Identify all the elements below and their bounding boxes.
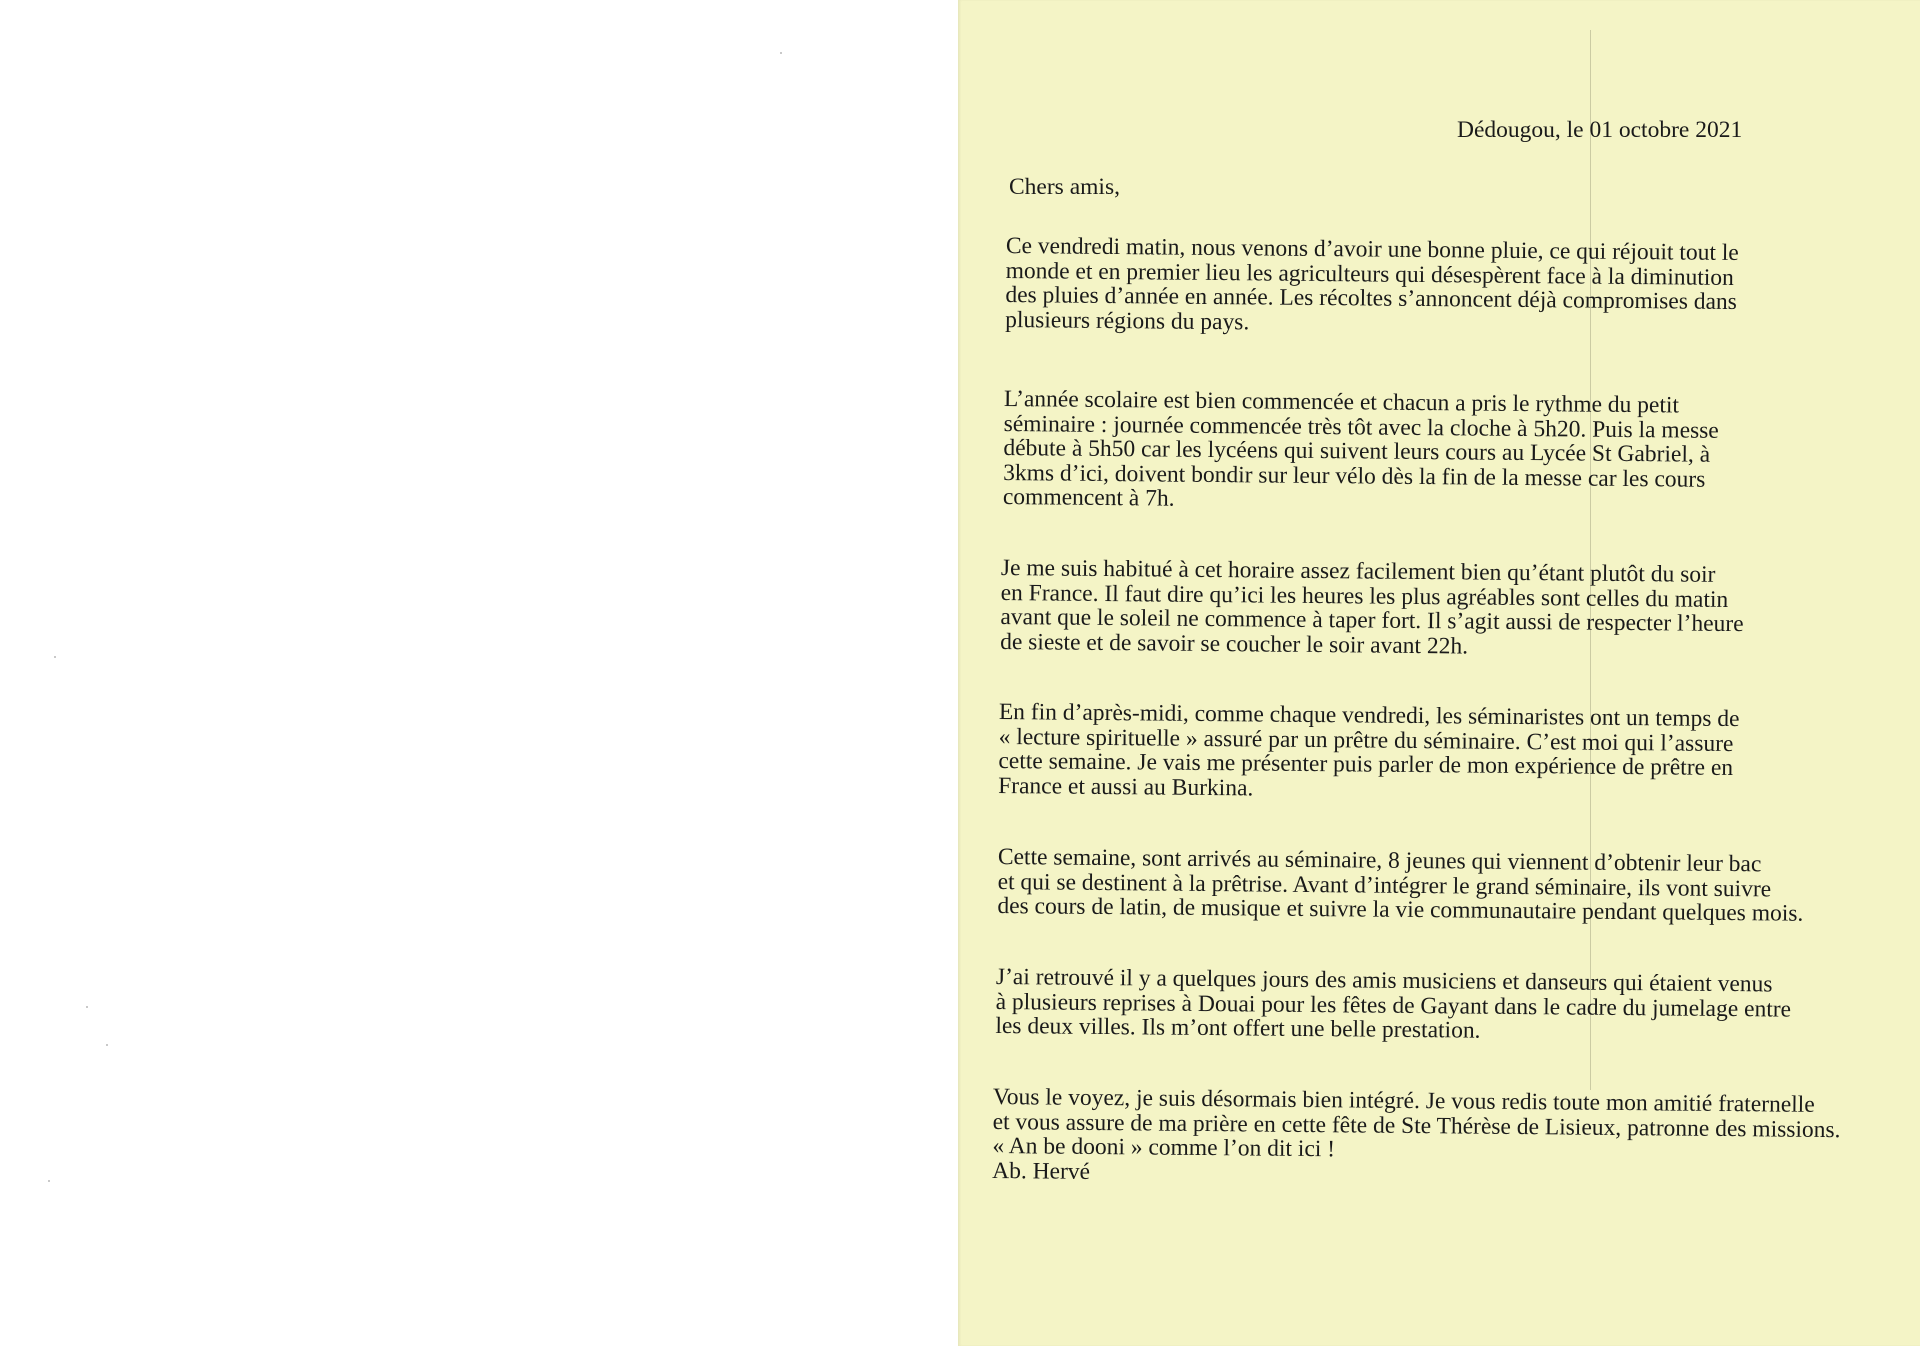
letter-paragraph-rain: Ce vendredi matin, nous venons d’avoir une bonne pluie, ce qui réjouit tout le monde et en premier lieu les agriculteurs qui désespèrent face à la diminution des pluies d’année en année. Les récoltes s’annoncent déjà compromises dans plusieurs régions du pays. bbox=[1005, 233, 1739, 335]
scan-speck bbox=[54, 656, 56, 658]
letter-paragraph-spiritual-reading: En fin d’après-midi, comme chaque vendredi, les séminaristes ont un temps de « lecture spirituelle » assuré par un prêtre du séminaire. C’est moi qui l’assure cette semaine. Je vais me présenter puis parler de mon expérience de prêtre en France et aussi au Burkina. bbox=[998, 699, 1740, 801]
letter-date-line: Dédougou, le 01 octobre 2021 bbox=[1457, 117, 1743, 143]
letter-page bbox=[958, 0, 1920, 1346]
scan-speck bbox=[86, 1006, 88, 1008]
letter-paragraph-musicians: J’ai retrouvé il y a quelques jours des amis musiciens et danseurs qui étaient venus à plusieurs reprises à Douai pour les fêtes de Gayant dans le cadre du jumelage entre les deux villes. Ils m’ont offert une belle prestation. bbox=[995, 964, 1792, 1044]
letter-salutation: Chers amis, bbox=[1009, 174, 1120, 200]
letter-paragraph-new-seminarians: Cette semaine, sont arrivés au séminaire, 8 jeunes qui viennent d’obtenir leur bac et qui se destinent à la prêtrise. Avant d’intégrer le grand séminaire, ils vont suivre des cours de latin, de musique et suivre la vie communautaire pendant quelques mois. bbox=[997, 844, 1804, 927]
scan-speck bbox=[106, 1044, 108, 1046]
letter-paragraph-school-year: L’année scolaire est bien commencée et chacun a pris le rythme du petit séminaire : journée commencée très tôt avec la cloche à 5h20. Puis la messe débute à 5h50 car les lycéens qui suivent leurs cours au Lycée St Gabriel, à 3kms d’ici, doivent bondir sur leur vélo dès la fin de la messe car les cours commencent à 7h. bbox=[1002, 386, 1719, 512]
scan-speck bbox=[780, 52, 782, 54]
letter-paragraph-schedule: Je me suis habitué à cet horaire assez facilement bien qu’étant plutôt du soir en France. Il faut dire qu’ici les heures les plus agréables sont celles du matin avant que le soleil ne commence à taper fort. Il s’agit aussi de respecter l’heure de sieste et de savoir se coucher le soir avant 22h. bbox=[1000, 555, 1744, 659]
letter-closing-and-signature: Vous le voyez, je suis désormais bien intégré. Je vous redis toute mon amitié fraternelle et vous assure de ma prière en cette fête de Ste Thérèse de Lisieux, patronne des missions. « An be dooni » comme l’on dit ici ! Ab. Hervé bbox=[992, 1084, 1841, 1185]
scan-speck bbox=[48, 1180, 50, 1182]
blank-left-page bbox=[0, 0, 958, 1354]
